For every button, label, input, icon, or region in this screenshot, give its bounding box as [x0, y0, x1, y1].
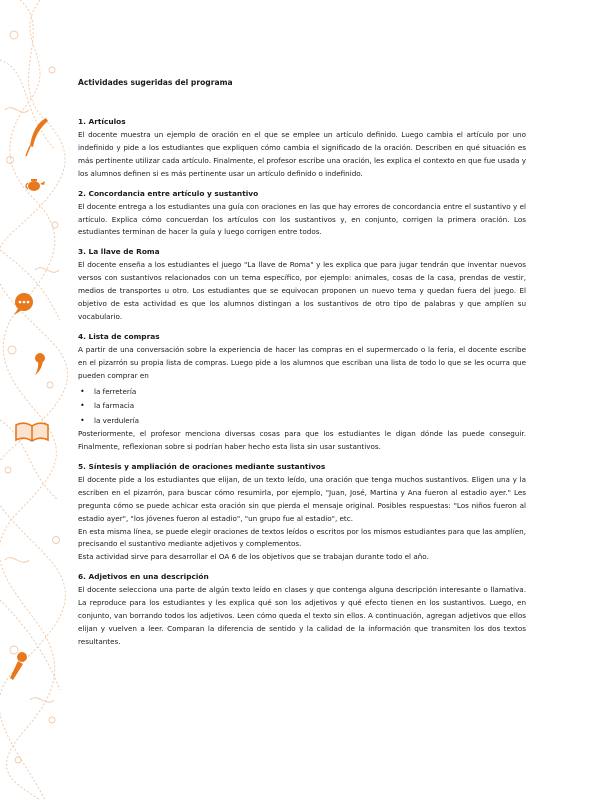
- section-lista-de-compras: [78, 331, 526, 454]
- section-articulos: [78, 116, 526, 181]
- section-paragraph: El docente entrega a los estudiantes una guía con oraciones en las que hay errores de concordancia entre el sustantivo y el artículo. Explica cómo concuerdan los artículos con los sustantivos y, en conjunto, corrigen la primera oración. Los estudiantes terminan de hacer la guía y luego corrigen entre todos.: [78, 201, 526, 237]
- bullet-list: [78, 385, 526, 429]
- section-paragraph: El docente enseña a los estudiantes el juego "La llave de Roma" y les explica que para jugar tendrán que inventar nuevos versos con sustantivos relacionados con un tema específico, por ejemplo: animales, cosas de la casa, prendas de vestir, medios de transportes u otro. Los estudiantes que se equivocan proponen un nuevo tema y quedan fuera del juego. El objetivo de esta actividad es que los alumnos distingan a los sustantivos de otro tipo de palabras y que amplíen su vocabulario.: [78, 260, 526, 321]
- comma-icon: [35, 353, 45, 375]
- section-llave-de-roma: [78, 246, 526, 324]
- section-adjetivos: [78, 571, 526, 649]
- document-page: [78, 78, 526, 656]
- section-heading: 6. Adjetivos en una descripción: [78, 572, 209, 582]
- section-paragraph: El docente selecciona una parte de algún texto leído en clases y que contenga alguna descripción interesante o llamativa. La reproduce para los estudiantes y les explica qué son los adjetivos y qué efecto tienen en los sustantivos. Luego, en conjunto, van borrando todos los adjetivos. Leen cómo queda el texto sin ellos. A continuación, agregan adjetivos que ellos elijan y vuelven a leer. Comparan la diferencia de sentido y la calidad de la información que transmiten los dos textos resultantes.: [78, 585, 526, 646]
- list-item: • la ferretería: [78, 385, 526, 400]
- margin-decoration: [0, 0, 70, 800]
- section-paragraph: El docente pide a los estudiantes que elijan, de un texto leído, una oración que tenga muchos sustantivos. Eligen una y la escriben en el pizarrón, para buscar cómo resumirla, por ejemplo, "Juan, José, Martina y Ana fueron al estadio ayer." Les pregunta cómo se puede achicar esta oración sin que pierda el mensaje original. Posibles respuestas: "Los niños fueron al estadio ayer", "los jóvenes fueron al estadio", "un grupo fue al estadio", etc.: [78, 474, 526, 523]
- section-heading: 3. La llave de Roma: [78, 247, 160, 257]
- section-concordancia: [78, 188, 526, 240]
- microphone-icon: [10, 652, 27, 680]
- teapot-icon: [26, 179, 45, 191]
- section-heading: 1. Artículos: [78, 117, 126, 126]
- section-paragraph: En esta misma línea, se puede elegir oraciones de textos leídos o escritos por los mismos estudiantes para que las amplíen, precisando el sustantivo mediante adjetivos y complementos.: [78, 526, 526, 549]
- speech-bubble-icon: [14, 293, 33, 315]
- section-heading: 4. Lista de compras: [78, 331, 160, 341]
- section-paragraph: Esta actividad sirve para desarrollar el OA 6 de los objetivos que se trabajan durante todo el año.: [78, 552, 429, 562]
- section-heading: 5. Síntesis y ampliación de oraciones mediante sustantivos: [78, 461, 326, 471]
- list-item: • la farmacia: [78, 399, 526, 414]
- section-sintesis: [78, 461, 526, 564]
- section-paragraph: El docente muestra un ejemplo de oración en el que se emplee un artículo definido. Luego cambia el artículo por uno indefinido y pide a los estudiantes que expliquen cómo cambia el significado de la oración. Describen en qué situación es más pertinente utilizar cada artículo. Finalmente, el profesor escribe una oración, les explica el contexto en que fue usada y los alumnos definen si es más pertinente usar un artículo definido o indefinido.: [78, 130, 526, 178]
- document-title: Actividades sugeridas del programa: [78, 78, 233, 87]
- open-book-icon: [16, 423, 48, 441]
- section-paragraph: Posteriormente, el profesor menciona diversas cosas para que los estudiantes le digan dónde las puede conseguir. Finalmente, reflexionan sobre si podrían haber hecho esta lista sin usar sustantivos.: [78, 429, 526, 451]
- section-heading: 2. Concordancia entre artículo y sustantivo: [78, 188, 259, 198]
- section-paragraph: A partir de una conversación sobre la experiencia de hacer las compras en el supermercado o la feria, el docente escribe en el pizarrón su propia lista de compras. Luego pide a los alumnos que escriban una lista de todo lo que se les ocurra que pueden comprar en: [78, 344, 526, 380]
- list-item: • la verdulería: [78, 414, 526, 429]
